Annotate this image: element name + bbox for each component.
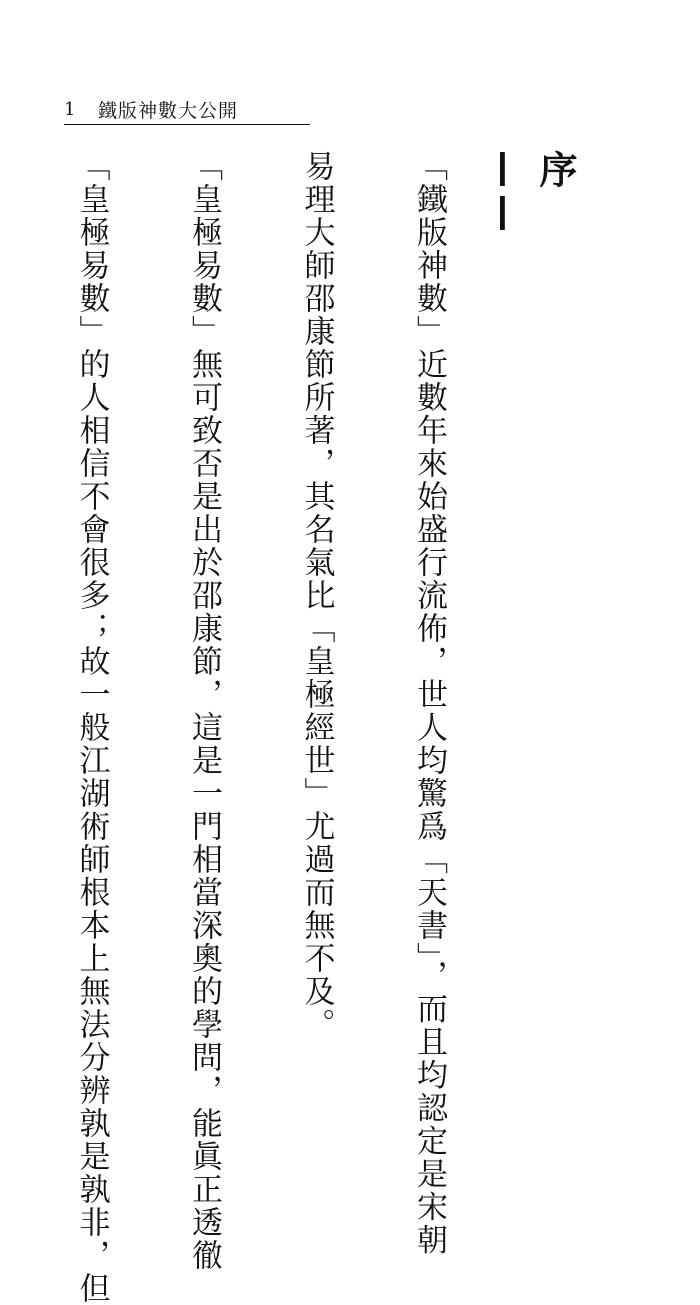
book-title: 鐵版神數大公開: [98, 99, 239, 122]
header-rule: [64, 124, 310, 125]
body-text: [0, 150, 522, 1305]
running-header: [64, 96, 238, 122]
text-column: 「皇極易數」的人相信不會很多；故一般江湖術師根本上無法分辨孰是孰非，但: [73, 150, 110, 1305]
text-column: 「皇極易數」無可致否是出於邵康節，這是一門相當深奧的學問，能眞正透徹: [186, 150, 222, 1272]
page-number: 1: [64, 98, 77, 120]
text-column: 易理大師邵康節所著，其名氣比「皇極經世」尤過而無不及。: [298, 150, 335, 1041]
text-column: 「鐵版神數」近數年來始盛行流佈，世人均驚爲「天書」，而且均認定是宋朝: [411, 150, 447, 1257]
chapter-heading: 序——: [483, 150, 577, 238]
